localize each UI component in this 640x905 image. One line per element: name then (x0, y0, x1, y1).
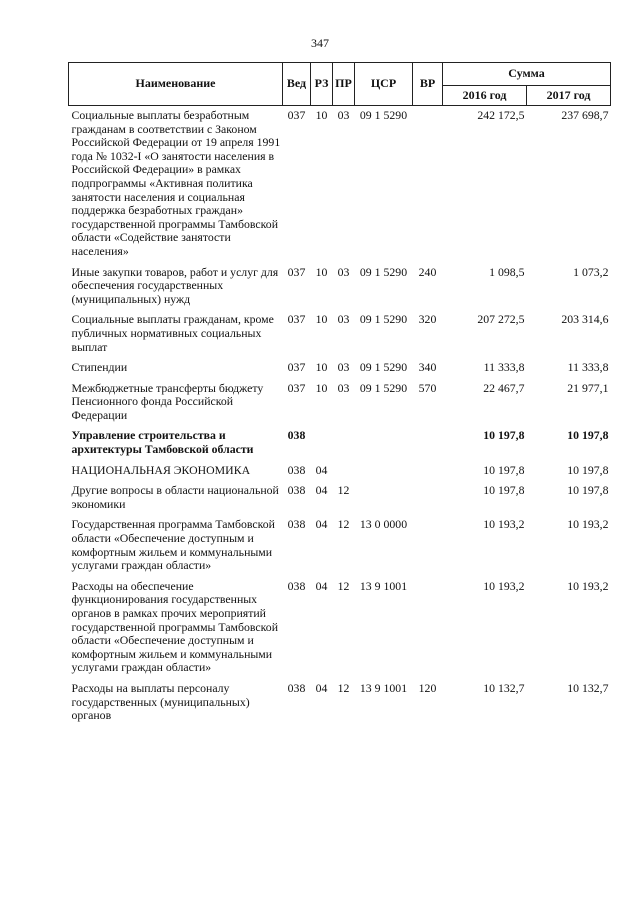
cell-rz: 04 (315, 680, 328, 695)
cell-csr: 09 1 5290 (359, 108, 408, 122)
cell-name: Государственная программа Тамбовской области «Обеспечение доступным и комфортным жильем и коммунальными услугами граждан области» (71, 517, 275, 573)
cell-csr: 09 1 5290 (359, 264, 408, 279)
cell-sum-2016: 10 132,7 (483, 680, 525, 695)
table-row (69, 577, 611, 679)
cell-csr (355, 426, 413, 460)
cell-name: Расходы на выплаты персоналу государственных (муниципальных) органов (71, 680, 250, 723)
table-row (69, 358, 611, 379)
col-header-rz: РЗ (311, 63, 333, 106)
cell-csr: 09 1 5290 (359, 360, 408, 375)
cell-name: НАЦИОНАЛЬНАЯ ЭКОНОМИКА (71, 462, 251, 477)
cell-pr: 03 (337, 264, 350, 279)
cell-vr (413, 106, 443, 263)
cell-ved: 037 (287, 108, 306, 122)
cell-rz: 10 (315, 312, 328, 327)
cell-rz: 10 (315, 380, 328, 395)
cell-name: Межбюджетные трансферты бюджету Пенсионного фонда Российской Федерации (71, 380, 264, 422)
cell-sum-2017: 10 193,2 (567, 578, 609, 593)
cell-sum-2017: 237 698,7 (561, 108, 609, 122)
cell-sum-2017: 21 977,1 (567, 380, 609, 395)
cell-pr: 12 (337, 517, 350, 532)
cell-pr: 03 (337, 108, 350, 122)
cell-pr: 12 (337, 578, 350, 593)
cell-sum-2017: 10 197,8 (567, 428, 609, 443)
cell-vr: 340 (418, 360, 437, 375)
cell-csr: 09 1 5290 (359, 312, 408, 327)
col-header-2016: 2016 год (443, 86, 527, 106)
cell-pr: 03 (337, 312, 350, 327)
cell-vr: 320 (418, 312, 437, 327)
budget-table (68, 62, 611, 727)
cell-csr (355, 481, 413, 515)
cell-pr: 12 (337, 483, 350, 498)
cell-sum-2016: 10 197,8 (483, 428, 525, 443)
cell-ved: 037 (287, 312, 306, 327)
cell-ved: 037 (287, 360, 306, 375)
cell-pr: 03 (337, 380, 350, 395)
table-row (69, 106, 611, 263)
table-row (69, 379, 611, 427)
col-header-2017: 2017 год (527, 86, 611, 106)
cell-vr (413, 426, 443, 460)
table-row (69, 679, 611, 727)
cell-sum-2017: 10 197,8 (567, 483, 609, 498)
cell-sum-2016: 10 193,2 (483, 578, 525, 593)
cell-csr: 13 9 1001 (359, 680, 408, 695)
cell-rz: 04 (315, 462, 328, 477)
col-header-pr: ПР (333, 63, 355, 106)
cell-csr: 13 0 0000 (359, 517, 408, 532)
cell-name: Другие вопросы в области национальной экономики (71, 483, 279, 511)
cell-sum-2016: 207 272,5 (477, 312, 525, 327)
cell-sum-2017: 10 132,7 (567, 680, 609, 695)
table-row (69, 263, 611, 311)
cell-vr: 120 (418, 680, 437, 695)
cell-vr: 240 (418, 264, 437, 279)
col-header-name: Наименование (69, 63, 283, 106)
cell-vr (413, 577, 443, 679)
cell-sum-2016: 10 197,8 (483, 483, 525, 498)
cell-pr (333, 461, 355, 482)
table-row (69, 426, 611, 460)
cell-rz: 04 (315, 517, 328, 532)
cell-sum-2016: 11 333,8 (483, 360, 525, 375)
page-number: 347 (311, 36, 329, 50)
cell-name: Социальные выплаты гражданам, кроме публичных нормативных социальных выплат (71, 312, 274, 354)
cell-name: Расходы на обеспечение функционирования государственных органов в рамках прочих мероприятий государственной программы Тамбовской области «Обеспечение доступным и комфортным жильем и коммунальными услугами граждан области» (71, 578, 279, 675)
cell-sum-2016: 22 467,7 (483, 380, 525, 395)
cell-name: Социальные выплаты безработным гражданам в соответствии с Законом Российской Федерации от 19 апреля 1991 года № 1032-I «О занятости населения в Российской Федерации» в рамках подпрограммы «Активная политика занятости населения и социальная поддержка безработных граждан» государственной программы Тамбовской области «Содействие занятости населения» (71, 108, 281, 258)
table-row (69, 461, 611, 482)
cell-sum-2017: 10 193,2 (567, 517, 609, 532)
cell-vr (413, 461, 443, 482)
col-header-vr: ВР (413, 63, 443, 106)
cell-ved: 038 (287, 680, 306, 695)
cell-csr (355, 461, 413, 482)
cell-pr: 03 (337, 360, 350, 375)
cell-sum-2016: 10 197,8 (483, 462, 525, 477)
cell-sum-2016: 242 172,5 (477, 108, 525, 122)
cell-vr (413, 515, 443, 576)
col-header-ved: Вед (283, 63, 311, 106)
cell-rz: 10 (315, 264, 328, 279)
cell-ved: 038 (287, 517, 306, 532)
cell-name: Стипендии (71, 360, 128, 375)
cell-vr: 570 (418, 380, 437, 395)
cell-rz: 04 (315, 483, 328, 498)
table-row (69, 310, 611, 358)
cell-ved: 038 (287, 483, 306, 498)
cell-ved: 037 (287, 380, 306, 395)
cell-vr (413, 481, 443, 515)
cell-csr: 09 1 5290 (359, 380, 408, 395)
cell-pr: 12 (337, 680, 350, 695)
cell-sum-2017: 11 333,8 (567, 360, 609, 375)
cell-ved: 037 (287, 264, 306, 279)
cell-name: Управление строительства и архитектуры Тамбовской области (71, 428, 254, 457)
col-header-csr: ЦСР (355, 63, 413, 106)
cell-rz (311, 426, 333, 460)
cell-rz: 10 (315, 108, 328, 122)
table-body (69, 106, 611, 727)
cell-sum-2016: 10 193,2 (483, 517, 525, 532)
table-row (69, 481, 611, 515)
cell-name: Иные закупки товаров, работ и услуг для обеспечения государственных (муниципальных) нужд (71, 264, 279, 306)
cell-ved: 038 (287, 428, 306, 443)
cell-ved: 038 (287, 462, 306, 477)
cell-rz: 04 (315, 578, 328, 593)
table-row (69, 515, 611, 576)
cell-sum-2017: 1 073,2 (573, 264, 609, 279)
cell-sum-2017: 10 197,8 (567, 462, 609, 477)
cell-ved: 038 (287, 578, 306, 593)
cell-sum-2016: 1 098,5 (489, 264, 525, 279)
cell-rz: 10 (315, 360, 328, 375)
col-header-sum: Сумма (443, 63, 611, 86)
cell-pr (333, 426, 355, 460)
cell-csr: 13 9 1001 (359, 578, 408, 593)
cell-sum-2017: 203 314,6 (561, 312, 609, 327)
